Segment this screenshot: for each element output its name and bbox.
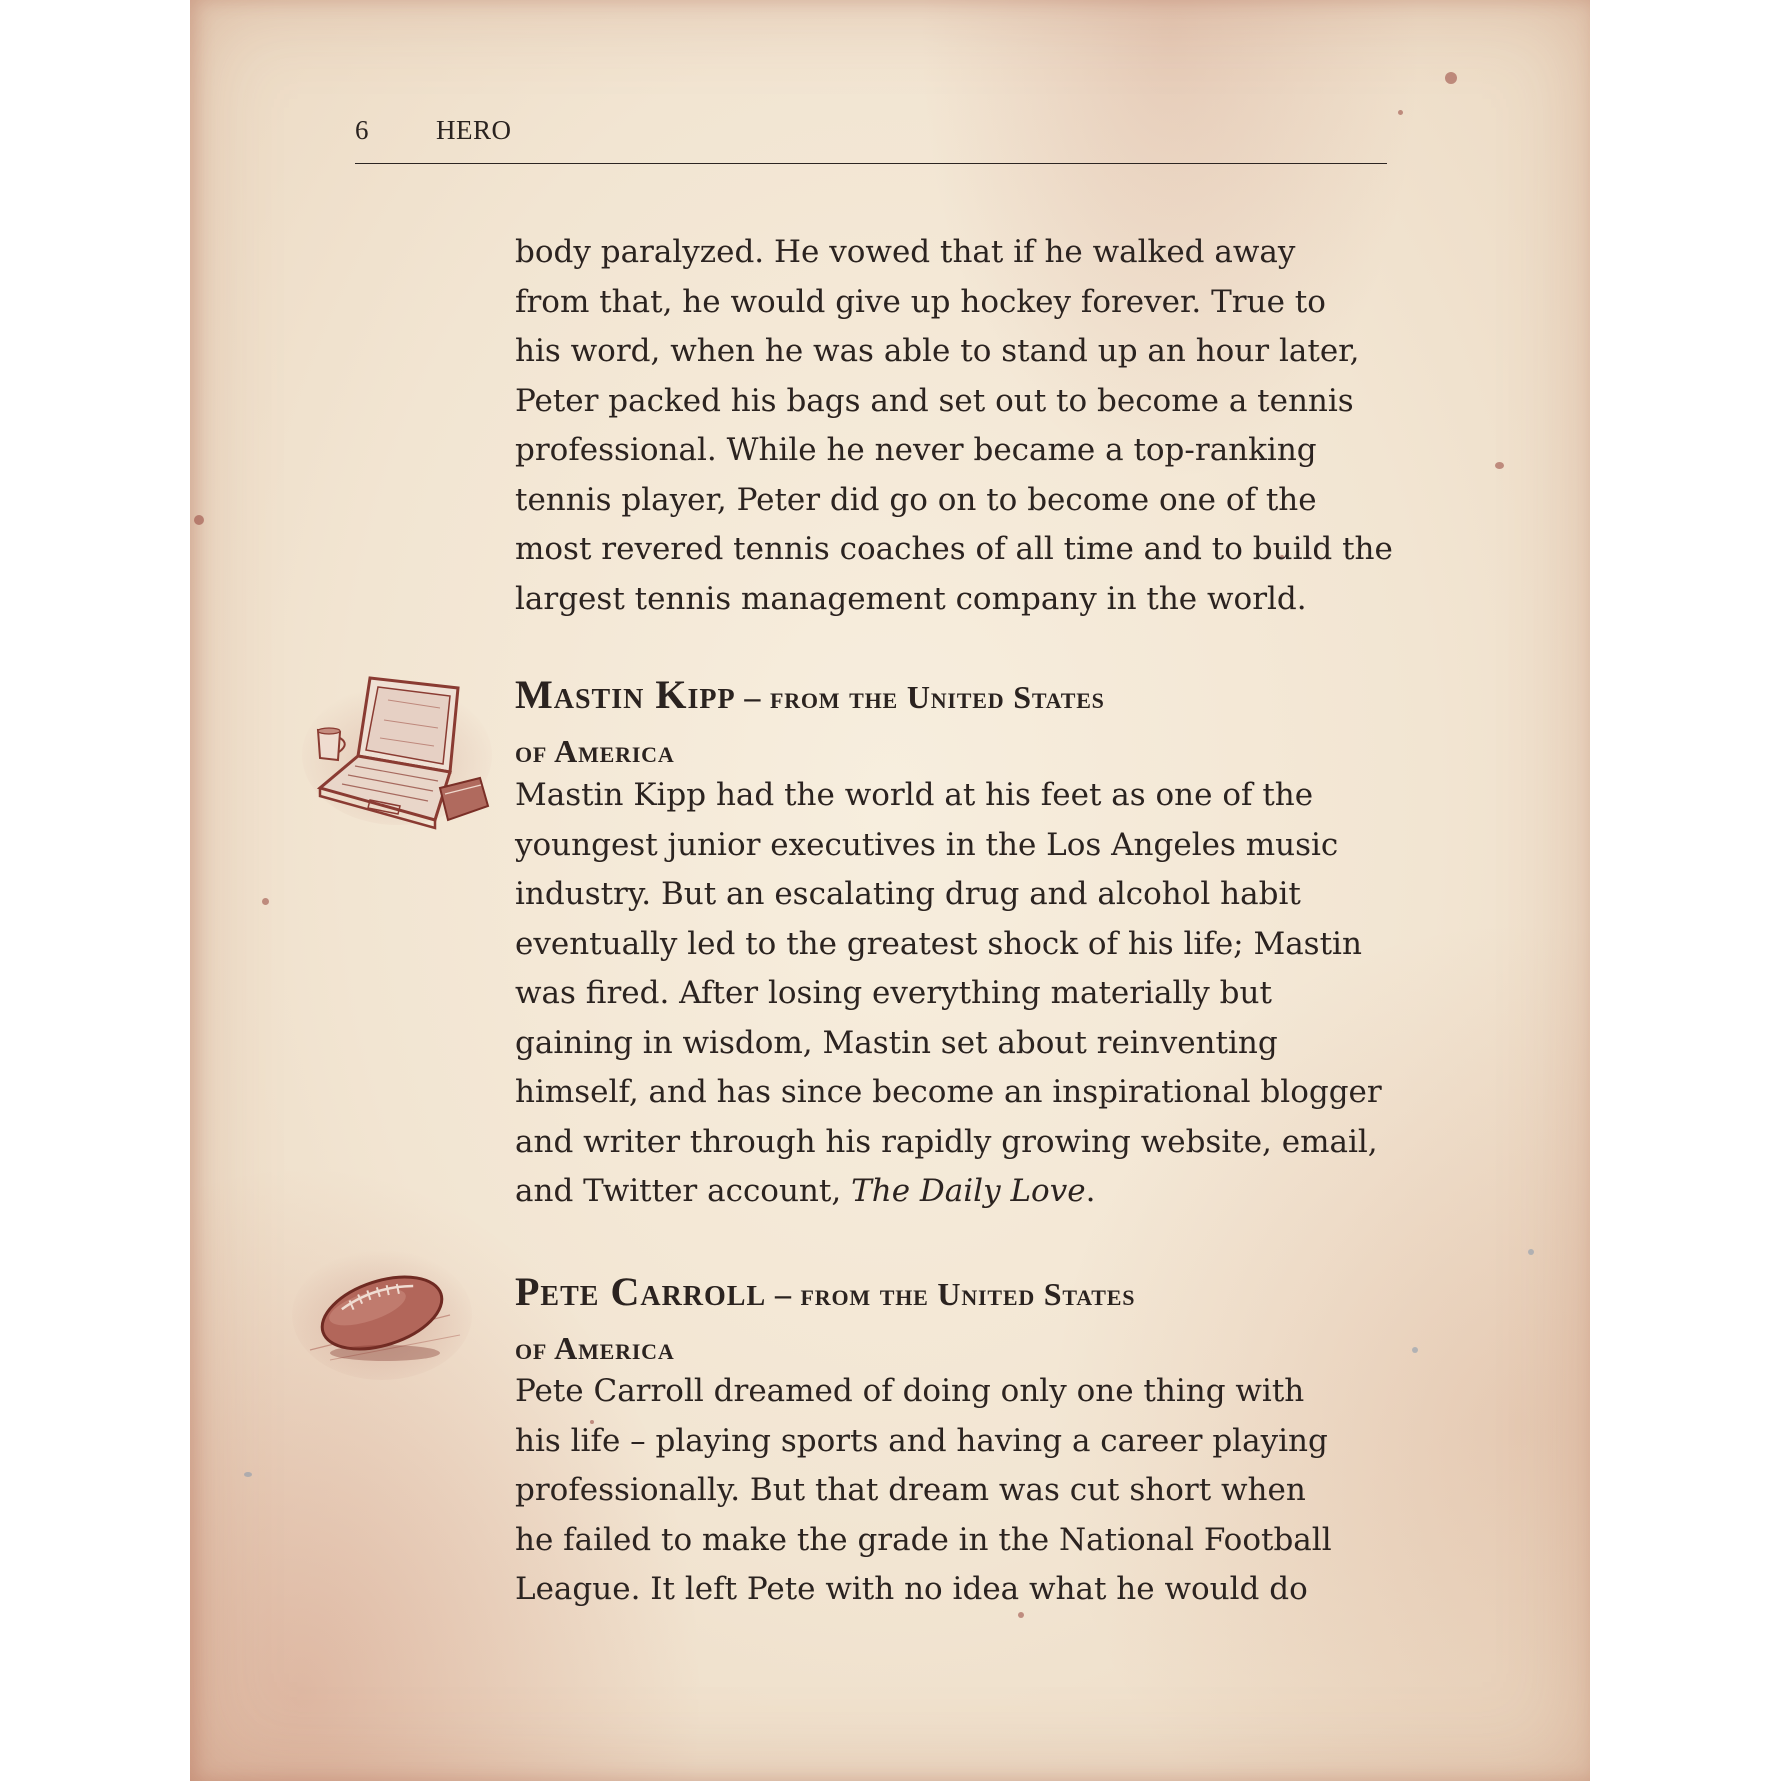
paper-speck: [194, 515, 204, 525]
heading-dash: –: [766, 1276, 801, 1312]
heading-line: [515, 670, 1415, 726]
text-line: most revered tennis coaches of all time and to build the: [515, 531, 1393, 567]
paper-speck: [244, 1472, 252, 1477]
text-line: [515, 1167, 1415, 1217]
person-origin: from the United States: [769, 679, 1105, 715]
text-line: was fired. After losing everything materially but: [515, 975, 1272, 1011]
paper-speck: [1398, 110, 1403, 115]
text-line: gaining in wisdom, Mastin set about reinventing: [515, 1024, 1278, 1061]
text-line: tennis player, Peter did go on to become one of the: [515, 481, 1317, 518]
text-line: Peter packed his bags and set out to become a tennis: [515, 382, 1354, 419]
text-line: industry. But an escalating drug and alcohol habit: [515, 876, 1301, 912]
running-head: [355, 115, 1387, 164]
text-line: from that, he would give up hockey forever. True to: [515, 283, 1326, 320]
text-line: himself, and has since become an inspirational blogger: [515, 1074, 1382, 1110]
paper-speck: [1445, 72, 1457, 84]
text-line: his word, when he was able to stand up an hour later,: [515, 333, 1360, 369]
text-fragment: .: [1085, 1173, 1096, 1209]
intro-paragraph: [515, 228, 1415, 624]
paper-speck: [1495, 462, 1504, 469]
text-line: professional. While he never became a top-ranking: [515, 432, 1317, 468]
text-fragment: and Twitter account,: [515, 1173, 852, 1209]
book-page: [190, 0, 1590, 1781]
section-heading-pete-carroll: [515, 1267, 1415, 1377]
heading-line: [515, 1267, 1415, 1323]
text-line: largest tennis management company in the world.: [515, 580, 1307, 617]
person-origin: from the United States: [800, 1276, 1136, 1312]
text-line: professionally. But that dream was cut short when: [515, 1472, 1306, 1508]
text-line: Pete Carroll dreamed of doing only one thing with: [515, 1373, 1305, 1409]
text-line: he failed to make the grade in the National Football: [515, 1521, 1332, 1558]
heading-dash: –: [735, 679, 770, 715]
person-origin-continued: of America: [515, 733, 675, 769]
text-line: and writer through his rapidly growing website, email,: [515, 1123, 1378, 1160]
person-name: Mastin Kipp: [515, 672, 736, 717]
page-number: 6: [355, 115, 369, 145]
text-line: body paralyzed. He vowed that if he walked away: [515, 234, 1296, 270]
paper-speck: [262, 898, 269, 905]
text-line: eventually led to the greatest shock of his life; Mastin: [515, 925, 1362, 962]
text-line: his life – playing sports and having a career playing: [515, 1422, 1328, 1459]
section-body-pete-carroll: [515, 1367, 1415, 1615]
blog-title: The Daily Love: [851, 1173, 1086, 1209]
text-line: youngest junior executives in the Los Angeles music: [515, 826, 1339, 863]
section-heading-mastin-kipp: [515, 670, 1415, 780]
person-name: Pete Carroll: [515, 1269, 767, 1314]
text-line: Mastin Kipp had the world at his feet as one of the: [515, 777, 1314, 813]
section-body-mastin-kipp: [515, 771, 1415, 1217]
paper-speck: [1528, 1249, 1534, 1255]
football-sketch-icon: [290, 1235, 475, 1385]
person-origin-continued: of America: [515, 1330, 675, 1366]
laptop-sketch-icon: [300, 660, 495, 835]
text-line: League. It left Pete with no idea what he would do: [515, 1571, 1308, 1607]
book-title: HERO: [436, 115, 512, 145]
